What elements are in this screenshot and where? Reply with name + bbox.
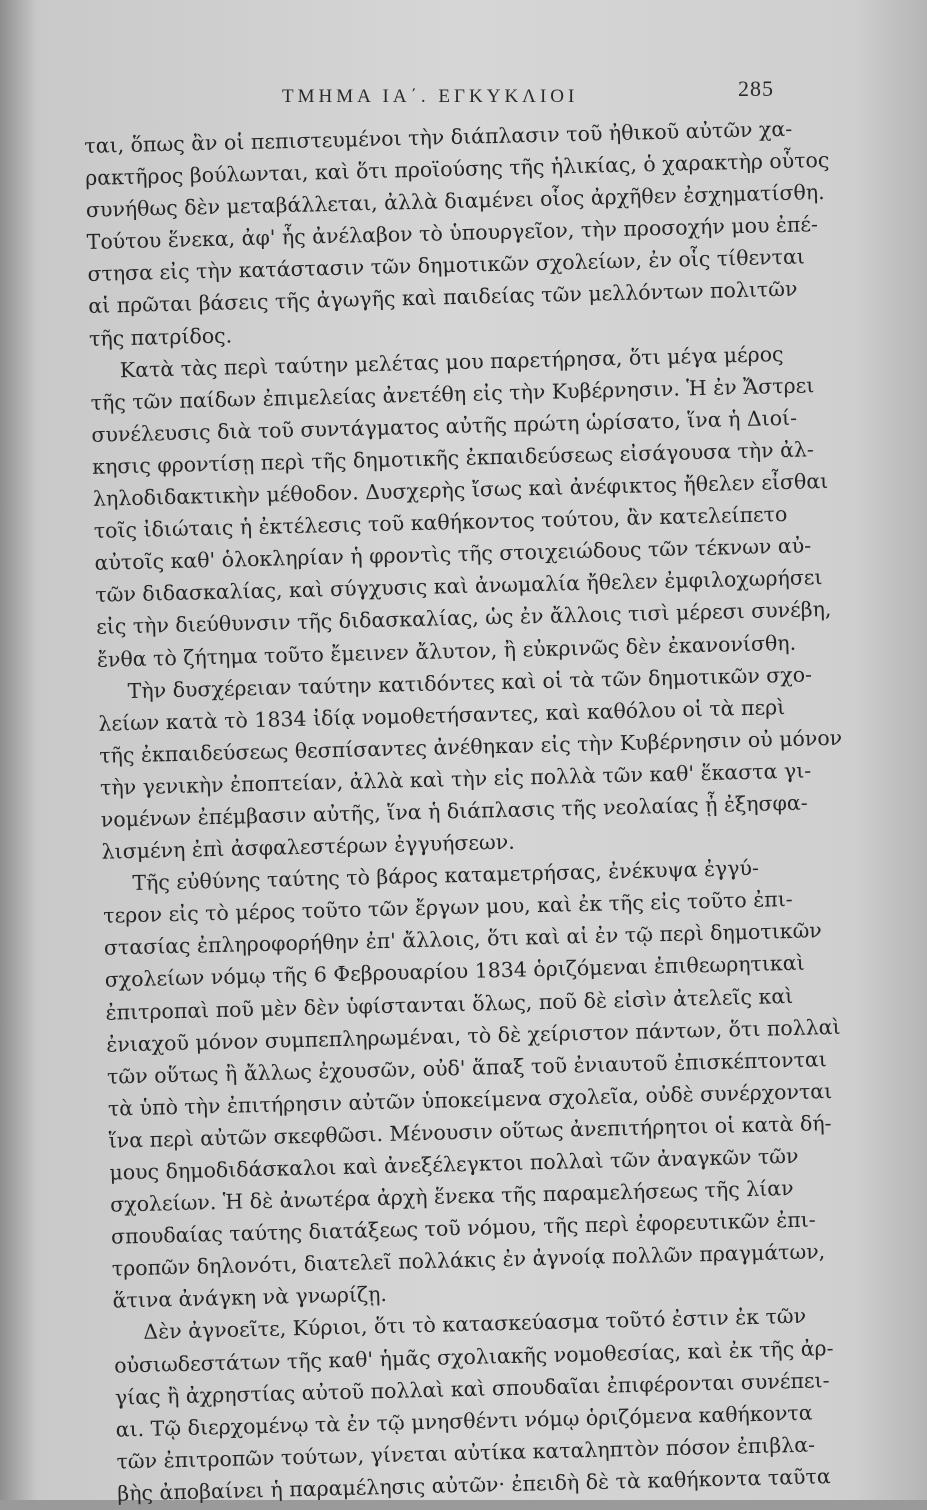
text-line: ἐπιτροπαὶ ποῦ μὲν δὲν ὑφίστανται ὅλως, ποῦ δὲ εἰσὶν ἀτελεῖς καὶ <box>105 983 794 1025</box>
text-line: σπουδαίας ταύτης διατάξεως τοῦ νόμου, τῆς περὶ ἐφορευτικῶν ἐπι- <box>110 1207 816 1249</box>
paragraph-first-line: Τῆς εὐθύνης ταύτης τὸ βάρος καταμετρήσας, ἐνέκυψα ἐγγύ- <box>132 855 760 896</box>
text-line: ἅτινα ἀνάγκη νὰ γνωρίζῃ. <box>112 1282 388 1314</box>
text-line: τῆς πατρίδος. <box>88 323 233 351</box>
paragraph-first-line: Κατὰ τὰς περὶ ταύτην μελέτας μου παρετήρησα, ὅτι μέγα μέρος <box>119 341 784 382</box>
page-header <box>0 76 927 116</box>
text-line: σχολείων. Ἡ δὲ ἀνωτέρα ἀρχὴ ἕνεκα τῆς παραμελήσεως τῆς λίαν <box>109 1176 794 1217</box>
text-line: ρακτῆρος βούλωνται, καὶ ὅτι προϊούσης τῆς ἡλικίας, ὁ χαρακτὴρ οὗτος <box>84 147 830 191</box>
text-line: τῶν ἐπιτροπῶν τούτων, γίνεται αὐτίκα καταληπτὸν πόσον ἐπιβλα- <box>116 1432 816 1474</box>
text-line: οὐσιωδεστάτων τῆς καθ' ἡμᾶς σχολιακῆς νομοθεσίας, καὶ ἐκ τῆς ἀρ- <box>113 1335 834 1378</box>
text-line: στησα εἰς τὴν κατάστασιν τῶν δημοτικῶν σχολείων, ἐν οἷς τίθενται <box>87 244 806 287</box>
running-head: ΤΜΗΜΑ ΙΑ΄. ΕΓΚΥΚΛΙΟΙ <box>282 86 579 107</box>
paragraph-first-line: Δὲν ἀγνοεῖτε, Κύριοι, ὅτι τὸ κατασκεύασμα τοῦτό ἐστιν ἐκ τῶν <box>143 1304 807 1345</box>
text-line: τὴν γενικὴν ἐποπτείαν, ἀλλὰ καὶ τὴν εἰς πολλὰ τῶν καθ' ἕκαστα γι- <box>99 758 812 800</box>
body-text <box>84 112 857 1510</box>
text-line: τῶν διδασκαλίας, καὶ σύγχυσις καὶ ἀνωμαλία ἤθελεν ἐμφιλοχωρήσει <box>95 565 823 608</box>
text-line: τερον εἰς τὸ μέρος τοῦτο τῶν ἔργων μου, καὶ ἐκ τῆς εἰς τοῦτο ἐπι- <box>102 887 793 929</box>
text-line: ἔνθα τὸ ζήτημα τοῦτο ἔμεινεν ἄλυτον, ἢ εὐκρινῶς δὲν ἐκανονίσθη. <box>96 630 797 672</box>
text-line: γίας ἢ ἀχρηστίας αὐτοῦ πολλαὶ καὶ σπουδαῖαι ἐπιφέρονται συνέπει- <box>114 1367 830 1410</box>
text-line: ληλοδιδακτικὴν μέθοδον. Δυσχερὴς ἴσως καὶ ἀνέφικτος ἤθελεν εἶσθαι <box>92 468 829 511</box>
text-line: βὴς ἀποβαίνει ἡ παραμέλησις αὐτῶν· ἐπειδὴ δὲ τὰ καθήκοντα ταῦτα <box>117 1464 831 1506</box>
text-line: συνέλευσις διὰ τοῦ συντάγματος αὐτῆς πρώτη ὡρίσατο, ἵνα ἡ Διοί- <box>91 405 798 447</box>
text-line: τῶν οὕτως ἢ ἄλλως ἐχουσῶν, οὐδ' ἅπαξ τοῦ ἐνιαυτοῦ ἐπισκέπτονται <box>106 1046 828 1089</box>
text-line: νομένων ἐπέμβασιν αὐτῆς, ἵνα ἡ διάπλασις τῆς νεολαίας ᾖ ἐξησφα- <box>100 790 808 832</box>
text-line: αἱ πρῶται βάσεις τῆς ἀγωγῆς καὶ παιδείας τῶν μελλόντων πολιτῶν <box>88 277 798 319</box>
text-line: τῆς τῶν παίδων ἐπιμελείας ἀνετέθη εἰς τὴν Κυβέρνησιν. Ἡ ἐν Ἄστρει <box>90 372 815 415</box>
text-line: στασίας ἐπληροφορήθην ἐπ' ἄλλοις, ὅτι καὶ αἱ ἐν τῷ περὶ δημοτικῶν <box>103 918 823 961</box>
text-line: τοῖς ἰδιώταις ἡ ἐκτέλεσις τοῦ καθήκοντος τούτου, ἂν κατελείπετο <box>93 502 788 544</box>
text-line: συνήθως δὲν μεταβάλλεται, ἀλλὰ διαμένει οἷος ἀρχῆθεν ἐσχηματίσθη. <box>85 180 825 223</box>
text-line: κησις φροντίσῃ περὶ τῆς δημοτικῆς ἐκπαιδεύσεως εἰσάγουσα τὴν ἀλ- <box>91 437 815 479</box>
text-line: εἰς τὴν διεύθυνσιν τῆς διδασκαλίας, ὡς ἐν ἄλλοις τισὶ μέρεσι συνέβη, <box>95 597 832 640</box>
text-line: αὐτοῖς καθ' ὁλοκληρίαν ἡ φροντὶς τῆς στοιχειώδους τῶν τέκνων αὐ- <box>94 533 812 576</box>
text-line: μους δημοδιδάσκαλοι καὶ ἀνεξέλεγκτοι πολλαὶ τῶν ἀναγκῶν τῶν <box>109 1143 799 1185</box>
text-line: αι. Τῷ διερχομένῳ τὰ ἐν τῷ μνησθέντι νόμῳ ὁριζόμενα καθήκοντα <box>115 1400 813 1442</box>
text-line: ἐνιαχοῦ μόνον συμπεπληρωμέναι, τὸ δὲ χείριστον πάντων, ὅτι πολλαὶ <box>106 1014 841 1057</box>
paragraph-first-line: Τὴν δυσχέρειαν ταύτην κατιδόντες καὶ οἱ τὰ τῶν δημοτικῶν σχο- <box>127 661 813 703</box>
text-line: ται, ὅπως ἂν οἱ πεπιστευμένοι τὴν διάπλασιν τοῦ ἠθικοῦ αὐτῶν χα- <box>84 116 793 158</box>
text-line: Τούτου ἕνεκα, ἀφ' ἧς ἀνέλαβον τὸ ὑπουργεῖον, τὴν προσοχήν μου ἐπέ- <box>86 212 819 255</box>
text-line: ἵνα περὶ αὐτῶν σκεφθῶσι. Μένουσιν οὕτως ἀνεπιτήρητοι οἱ κατὰ δή- <box>108 1110 832 1153</box>
text-line: σχολείων νόμῳ τῆς 6 Φεβρουαρίου 1834 ὁριζόμεναι ἐπιθεωρητικαὶ <box>104 951 805 993</box>
text-line: λισμένη ἐπὶ ἀσφαλεστέρων ἐγγυήσεων. <box>101 829 515 864</box>
page-number: 285 <box>738 76 774 101</box>
text-line: τροπῶν δηλονότι, διατελεῖ πολλάκις ἐν ἀγνοίᾳ πολλῶν πραγμάτων, <box>111 1239 826 1281</box>
text-line: τὰ ὑπὸ τὴν ἐπιτήρησιν αὐτῶν ὑποκείμενα σχολεῖα, οὐδὲ συνέρχονται <box>107 1078 833 1121</box>
text-line: λείων κατὰ τὸ 1834 ἰδίᾳ νομοθετήσαντες, καὶ καθόλου οἱ τὰ περὶ <box>98 694 786 736</box>
text-line: τῆς ἐκπαιδεύσεως θεσπίσαντες ἀνέθηκαν εἰς τὴν Κυβέρνησιν οὐ μόνον <box>98 725 843 768</box>
